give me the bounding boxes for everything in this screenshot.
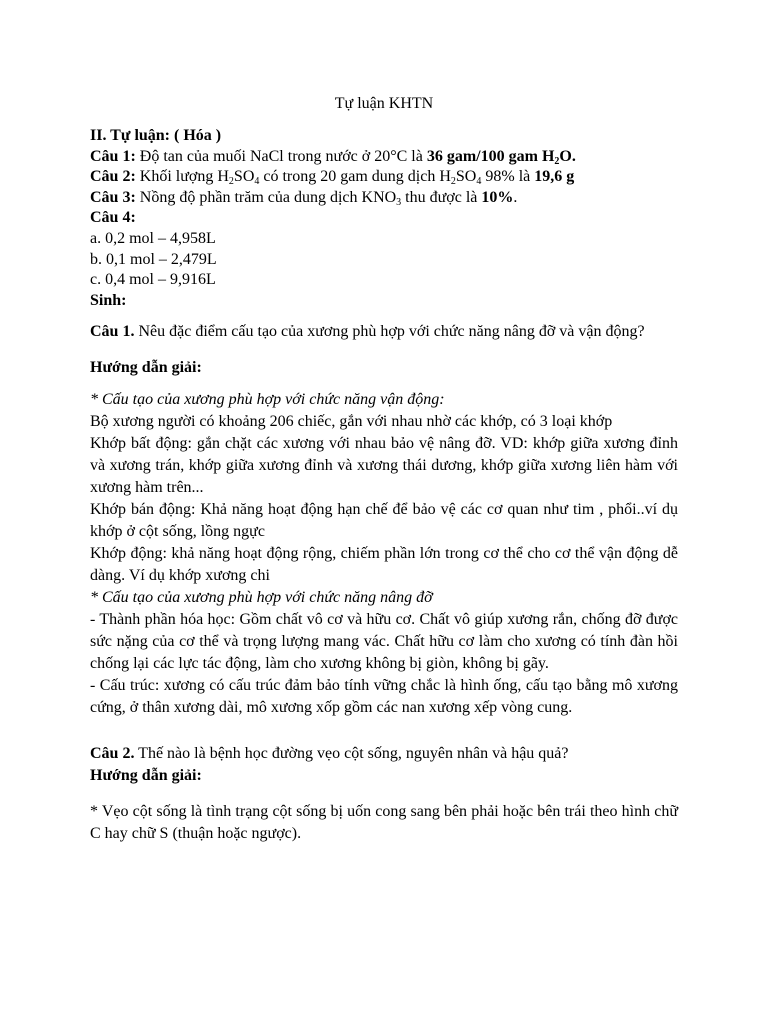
question-text: Độ tan của muối NaCl trong nước ở 20°C là [135, 147, 427, 165]
document-body [90, 94, 678, 845]
paragraph-semi-movable-joints: Khớp bán động: Khả năng hoạt động hạn chế để bảo vệ các cơ quan như tim , phổi..ví dụ khớp ở cột sống, lồng ngực [90, 501, 678, 541]
chem-question-1 [90, 147, 678, 168]
subheading-support: * Cấu tạo của xương phù hợp với chức năng nâng đỡ [90, 589, 433, 607]
paragraph-composition: - Thành phần hóa học: Gồm chất vô cơ và hữu cơ. Chất vô giúp xương rắn, chống đỡ được sức nặng của cơ thể và trọng lượng mang vác. Chất hữu cơ làm cho xương có tính đàn hồi chống lại các lực tác động, làm cho xương không bị giòn, không bị gãy. [90, 611, 678, 673]
guide-heading: Hướng dẫn giải: [90, 359, 202, 377]
answer-value: 19,6 g [534, 168, 575, 186]
chem-question-2: Câu 2: Khối lượng $H_2SO_4$ có trong 20 gam dung dịch $H_2SO_4$ 98% là 19,6 g [90, 168, 575, 188]
paragraph-structure: - Cấu trúc: xương có cấu trúc đảm bảo tính vững chắc là hình ống, cấu tạo bằng mô xương cứng, ở thân xương dài, mô xương xốp gồm các nan xương xếp vòng cung. [90, 677, 678, 717]
question-label: Câu 2. [90, 745, 135, 763]
answer-value: 10% [481, 188, 514, 206]
answer-option-b: b. 0,1 mol – 2,479L [90, 250, 217, 268]
question-text: Thế nào là bệnh học đường vẹo cột sống, nguyên nhân và hậu quả? [134, 745, 569, 763]
answer-value: 36 gam/100 gam $H_2O$. [426, 147, 576, 167]
chem-question-4-label: Câu 4: [90, 209, 136, 227]
bio-question-1 [90, 321, 678, 343]
question-label: Câu 1. [90, 323, 135, 341]
subheading-movement: * Cấu tạo của xương phù hợp với chức năng vận động: [90, 391, 445, 409]
question-label: Câu 2: [90, 168, 136, 186]
guide-heading: Hướng dẫn giải: [90, 767, 202, 785]
bio-question-2 [90, 743, 678, 765]
chem-question-3: Câu 3: Nồng độ phần trăm của dung dịch $KNO_3$ thu được là 10%. [90, 188, 518, 208]
chemistry-heading: II. Tự luận: ( Hóa ) [90, 127, 222, 144]
paragraph-scoliosis: * Vẹo cột sống là tình trạng cột sống bị uốn cong sang bên phải hoặc bên trái theo hình chữ C hay chữ S (thuận hoặc ngược). [90, 803, 678, 843]
biology-heading: Sinh: [90, 291, 127, 309]
question-text: Nêu đặc điểm cấu tạo của xương phù hợp với chức năng nâng đỡ và vận động? [134, 323, 645, 341]
page-title: Tự luận KHTN [334, 95, 434, 112]
answer-option-a: a. 0,2 mol – 4,958L [90, 229, 216, 247]
answer-option-c: c. 0,4 mol – 9,916L [90, 271, 216, 289]
paragraph-fixed-joints: Khớp bất động: gắn chặt các xương với nhau bảo vệ nâng đỡ. VD: khớp giữa xương đỉnh và xương trán, khớp giữa xương đỉnh và xương thái dương, khớp giữa xương liên hàm với xương hàm trên... [90, 435, 678, 497]
question-label: Câu 3: [90, 188, 136, 206]
paragraph-movable-joints: Khớp động: khả năng hoạt động rộng, chiếm phần lớn trong cơ thể cho cơ thể vận động dễ dàng. Ví dụ khớp xương chi [90, 545, 678, 585]
question-label: Câu 1: [90, 147, 136, 165]
paragraph-bones: Bộ xương người có khoảng 206 chiếc, gắn với nhau nhờ các khớp, có 3 loại khớp [90, 413, 613, 431]
